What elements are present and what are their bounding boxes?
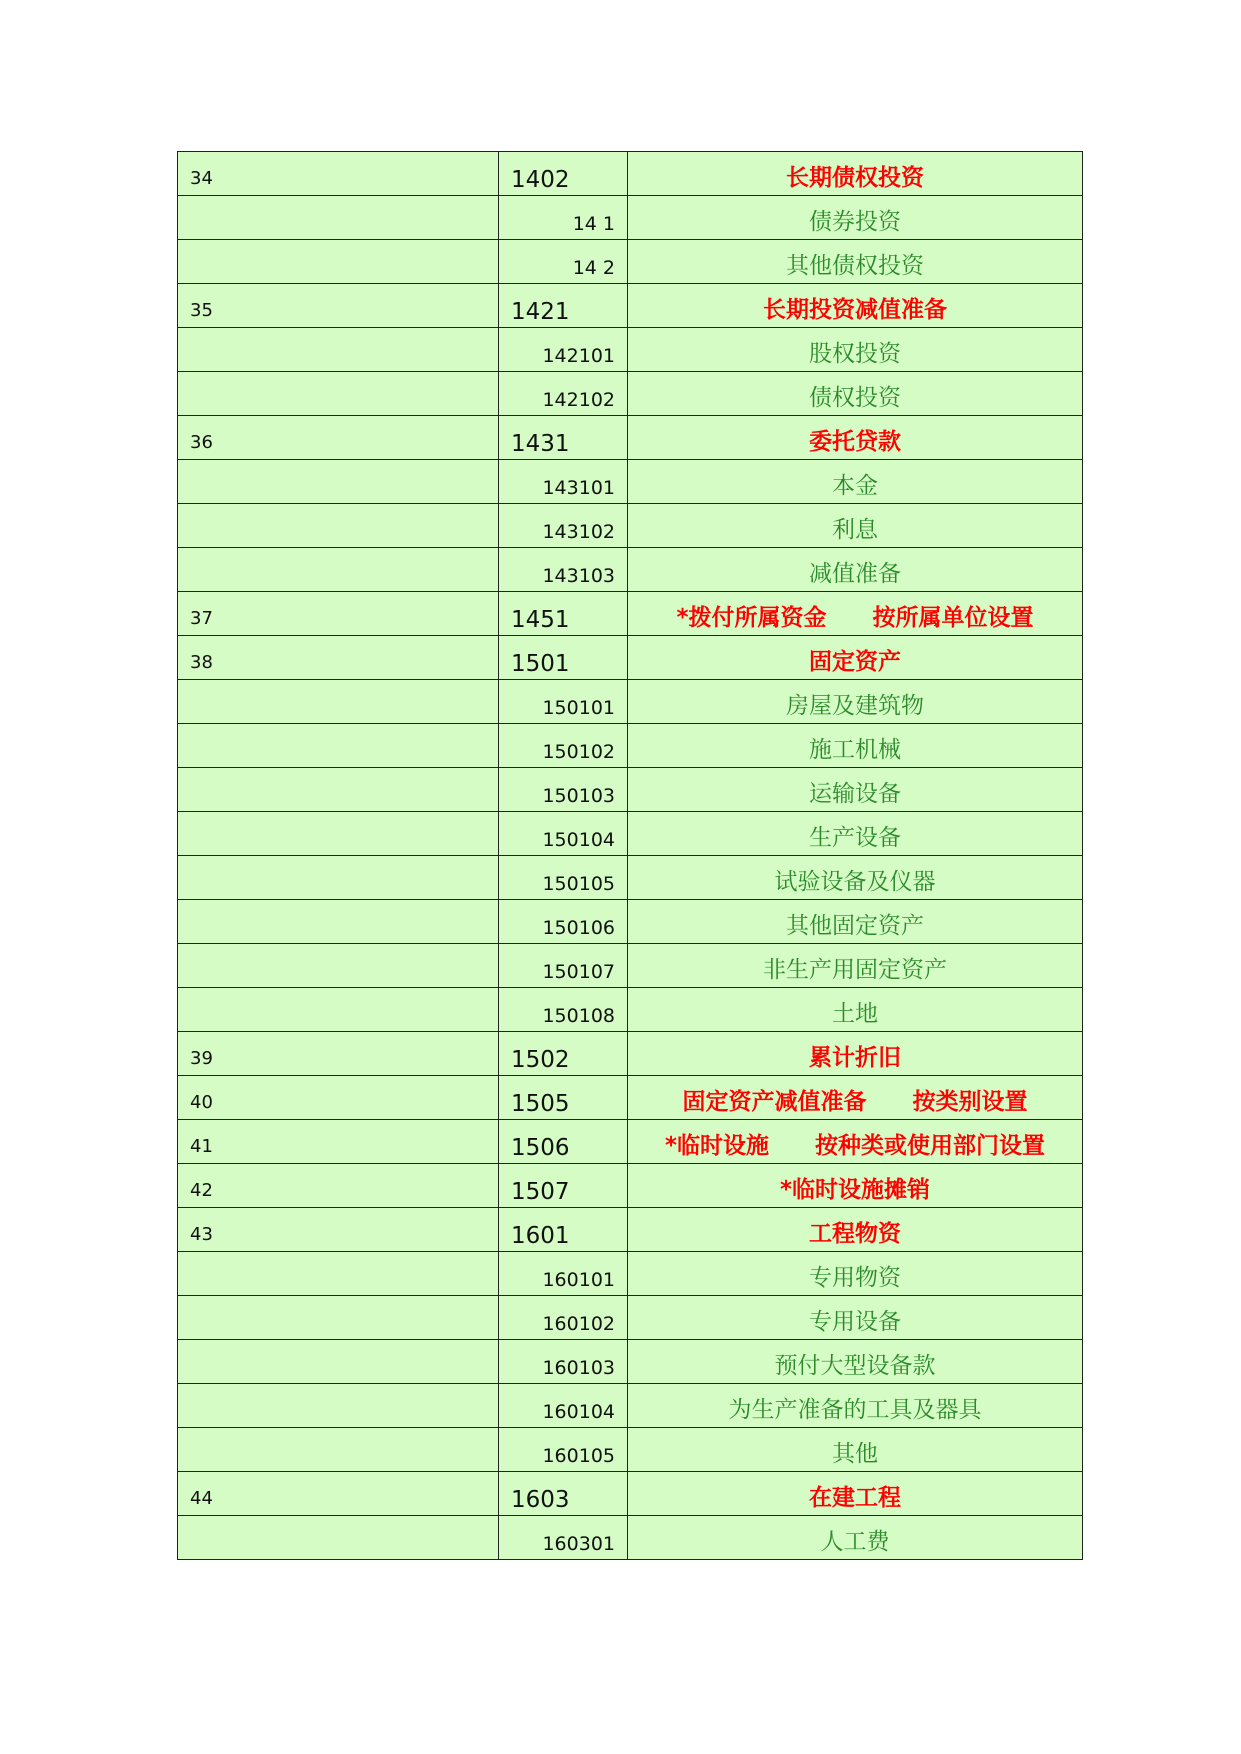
sequence-cell [178, 812, 499, 856]
table-row [178, 1120, 1083, 1164]
account-code-cell: 160105 [499, 1428, 628, 1472]
table-row [178, 372, 1083, 416]
account-name-cell: 专用设备 [628, 1296, 1083, 1340]
sequence-cell [178, 1428, 499, 1472]
sequence-cell [178, 680, 499, 724]
account-code-cell: 150107 [499, 944, 628, 988]
account-name-cell: 试验设备及仪器 [628, 856, 1083, 900]
account-code-cell: 160103 [499, 1340, 628, 1384]
account-name-cell: 长期投资减值准备 [628, 284, 1083, 328]
table-row [178, 944, 1083, 988]
table-row [178, 152, 1083, 196]
sequence-cell: 41 [178, 1120, 499, 1164]
sequence-cell [178, 196, 499, 240]
accounts-table [177, 151, 1083, 1560]
table-row [178, 1208, 1083, 1252]
sequence-cell [178, 1516, 499, 1560]
sequence-cell [178, 900, 499, 944]
account-code-cell: 1451 [499, 592, 628, 636]
table-row [178, 328, 1083, 372]
account-code-cell: 143103 [499, 548, 628, 592]
account-code-cell: 150105 [499, 856, 628, 900]
account-name-cell: 专用物资 [628, 1252, 1083, 1296]
table-row [178, 504, 1083, 548]
table-row [178, 240, 1083, 284]
account-code-cell: 1421 [499, 284, 628, 328]
sequence-cell: 38 [178, 636, 499, 680]
account-name-cell: 预付大型设备款 [628, 1340, 1083, 1384]
account-name-cell: 施工机械 [628, 724, 1083, 768]
account-name-cell: 在建工程 [628, 1472, 1083, 1516]
account-name-cell: 其他 [628, 1428, 1083, 1472]
sequence-cell: 40 [178, 1076, 499, 1120]
sequence-cell: 37 [178, 592, 499, 636]
account-setup-note: 按种类或使用部门设置 [815, 1133, 1046, 1159]
account-name-cell: 减值准备 [628, 548, 1083, 592]
account-code-cell: 1501 [499, 636, 628, 680]
account-name-cell: 长期债权投资 [628, 152, 1083, 196]
account-name-cell: 房屋及建筑物 [628, 680, 1083, 724]
account-name-cell: 债权投资 [628, 372, 1083, 416]
account-code-cell: 142102 [499, 372, 628, 416]
account-name-cell: 利息 [628, 504, 1083, 548]
account-code-cell: 1601 [499, 1208, 628, 1252]
table-row [178, 1076, 1083, 1120]
account-code-cell: 160104 [499, 1384, 628, 1428]
account-code-cell: 143102 [499, 504, 628, 548]
sequence-cell: 43 [178, 1208, 499, 1252]
account-code-cell: 142101 [499, 328, 628, 372]
account-code-cell: 160102 [499, 1296, 628, 1340]
sequence-cell [178, 240, 499, 284]
account-code-cell: 150102 [499, 724, 628, 768]
account-code-cell: 14 1 [499, 196, 628, 240]
account-code-cell: 1431 [499, 416, 628, 460]
account-name: *临时设施 [664, 1133, 770, 1159]
account-name-cell: 工程物资 [628, 1208, 1083, 1252]
table-row [178, 460, 1083, 504]
sequence-cell [178, 372, 499, 416]
table-row [178, 1384, 1083, 1428]
sequence-cell [178, 548, 499, 592]
table-row [178, 548, 1083, 592]
account-name-cell: 本金 [628, 460, 1083, 504]
account-name-cell: 其他固定资产 [628, 900, 1083, 944]
table-row [178, 592, 1083, 636]
table-row [178, 416, 1083, 460]
sequence-cell [178, 1252, 499, 1296]
account-code-cell: 150104 [499, 812, 628, 856]
table-row [178, 724, 1083, 768]
table-row [178, 1472, 1083, 1516]
account-name-cell: 其他债权投资 [628, 240, 1083, 284]
sequence-cell [178, 988, 499, 1032]
table-row [178, 284, 1083, 328]
table-row [178, 1164, 1083, 1208]
account-name-cell: 固定资产 [628, 636, 1083, 680]
account-code-cell: 150101 [499, 680, 628, 724]
table-row [178, 636, 1083, 680]
account-code-cell: 1507 [499, 1164, 628, 1208]
sequence-cell [178, 1384, 499, 1428]
sequence-cell: 35 [178, 284, 499, 328]
table-row [178, 1516, 1083, 1560]
sequence-cell [178, 328, 499, 372]
account-code-cell: 150108 [499, 988, 628, 1032]
table-row [178, 768, 1083, 812]
account-code-cell: 150103 [499, 768, 628, 812]
account-code-cell: 14 2 [499, 240, 628, 284]
table-row [178, 1340, 1083, 1384]
sequence-cell [178, 504, 499, 548]
account-setup-note: 按类别设置 [912, 1089, 1028, 1115]
sequence-cell: 36 [178, 416, 499, 460]
account-name: *拨付所属资金 [676, 605, 827, 631]
account-name-cell: 累计折旧 [628, 1032, 1083, 1076]
table-row [178, 988, 1083, 1032]
account-name-cell [628, 1076, 1083, 1120]
account-code-cell: 1402 [499, 152, 628, 196]
account-code-cell: 1506 [499, 1120, 628, 1164]
account-name-cell: 运输设备 [628, 768, 1083, 812]
sequence-cell [178, 768, 499, 812]
account-name-cell: 为生产准备的工具及器具 [628, 1384, 1083, 1428]
sequence-cell: 44 [178, 1472, 499, 1516]
account-name-cell: 委托贷款 [628, 416, 1083, 460]
account-name-cell: 生产设备 [628, 812, 1083, 856]
sequence-cell: 39 [178, 1032, 499, 1076]
table-row [178, 1428, 1083, 1472]
account-name-cell: 非生产用固定资产 [628, 944, 1083, 988]
table-row [178, 856, 1083, 900]
account-code-cell: 1603 [499, 1472, 628, 1516]
sequence-cell [178, 460, 499, 504]
account-code-cell: 1505 [499, 1076, 628, 1120]
sequence-cell: 42 [178, 1164, 499, 1208]
account-code-cell: 1502 [499, 1032, 628, 1076]
account-code-cell: 150106 [499, 900, 628, 944]
table-row [178, 900, 1083, 944]
table-row [178, 1252, 1083, 1296]
table-row [178, 812, 1083, 856]
account-name-cell [628, 1120, 1083, 1164]
account-code-cell: 160101 [499, 1252, 628, 1296]
table-row [178, 680, 1083, 724]
account-setup-note: 按所属单位设置 [872, 605, 1034, 631]
sequence-cell [178, 1340, 499, 1384]
sequence-cell [178, 944, 499, 988]
account-name-cell: 土地 [628, 988, 1083, 1032]
account-name-cell: 人工费 [628, 1516, 1083, 1560]
account-name-cell [628, 592, 1083, 636]
account-code-cell: 160301 [499, 1516, 628, 1560]
table-row [178, 1296, 1083, 1340]
account-code-cell: 143101 [499, 460, 628, 504]
account-name-cell: *临时设施摊销 [628, 1164, 1083, 1208]
account-name-cell: 股权投资 [628, 328, 1083, 372]
account-name-cell: 债券投资 [628, 196, 1083, 240]
accounts-table-body [178, 152, 1083, 1560]
account-name: 固定资产减值准备 [682, 1089, 867, 1115]
sequence-cell [178, 856, 499, 900]
table-row [178, 1032, 1083, 1076]
table-row [178, 196, 1083, 240]
sequence-cell [178, 1296, 499, 1340]
sequence-cell: 34 [178, 152, 499, 196]
sequence-cell [178, 724, 499, 768]
